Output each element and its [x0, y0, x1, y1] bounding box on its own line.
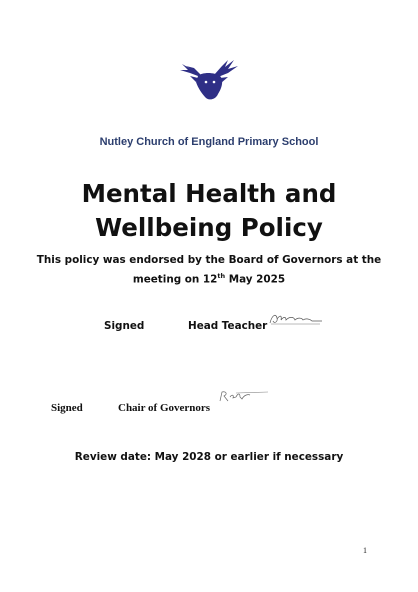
endorsement-date-month: May 2025 — [225, 273, 286, 286]
head-teacher-signature — [268, 309, 324, 327]
head-teacher-label: Head Teacher — [188, 320, 268, 332]
review-date: Review date: May 2028 or earlier if necessary — [74, 451, 344, 463]
school-name: Nutley Church of England Primary School — [99, 136, 319, 148]
endorsement-date-suffix: th — [217, 272, 226, 280]
endorsement-text — [0, 252, 418, 287]
chair-signature — [218, 389, 270, 405]
stag-head-icon — [176, 54, 242, 104]
head-signed-label: Signed — [104, 320, 145, 332]
title-line-2: Wellbeing Policy — [95, 213, 323, 242]
chair-of-governors-label: Chair of Governors — [118, 402, 211, 414]
page-title — [0, 177, 418, 245]
title-line-1: Mental Health and — [81, 179, 337, 208]
endorsement-line-2 — [0, 268, 418, 287]
endorsement-date-prefix: meeting on 12 — [132, 273, 218, 286]
endorsement-line-1: This policy was endorsed by the Board of Governors at the — [36, 254, 382, 266]
chair-signed-label: Signed — [51, 402, 83, 414]
page-number: 1 — [363, 546, 367, 555]
